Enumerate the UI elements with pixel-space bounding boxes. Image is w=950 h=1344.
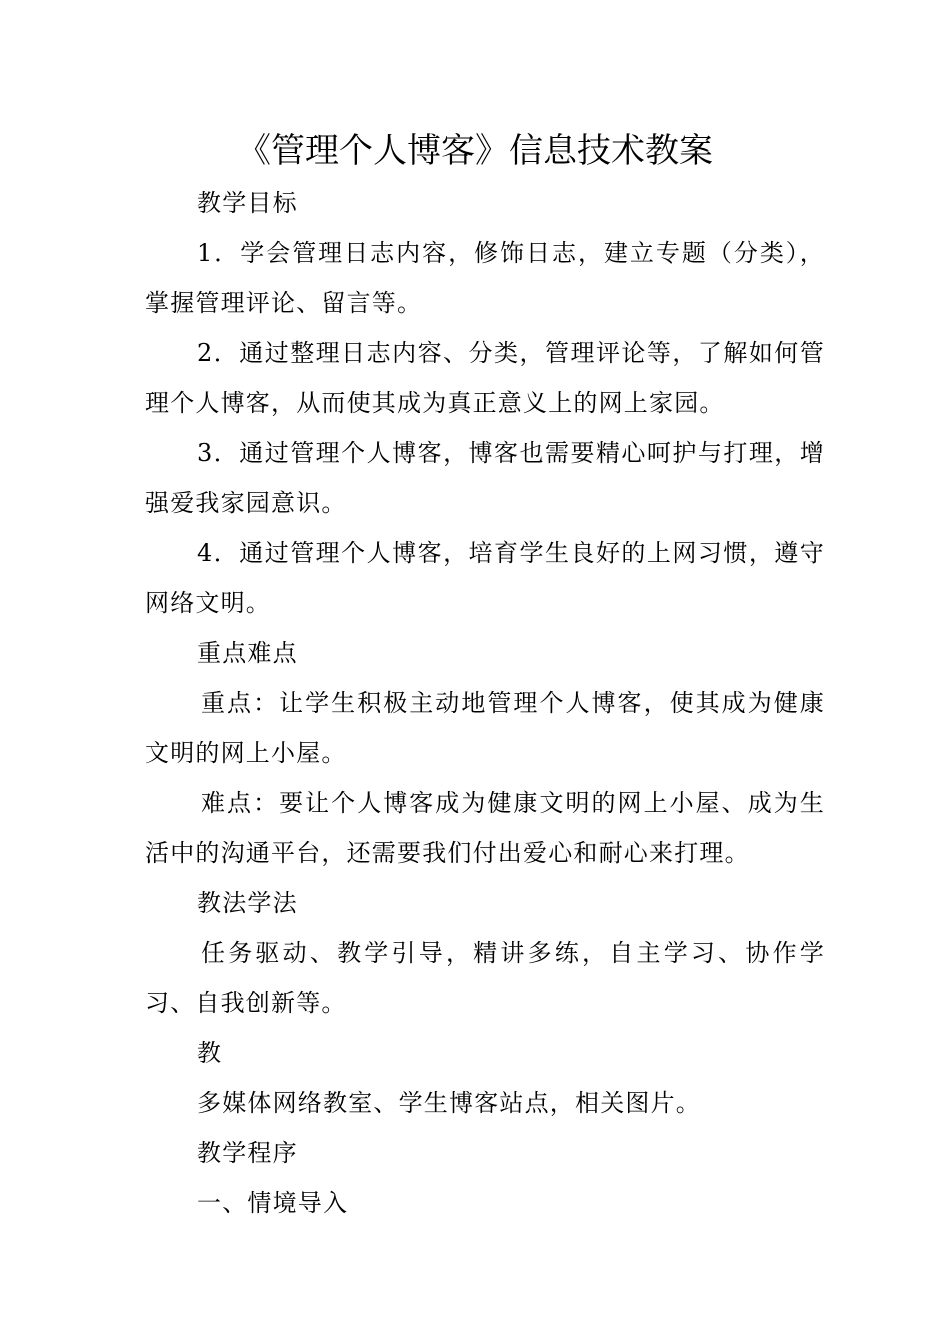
heading-teaching-methods: 教法学法 <box>197 889 298 917</box>
document-body <box>145 178 825 1228</box>
heading-teaching-aids: 教 <box>197 1039 223 1067</box>
goal-item-1: 1．学会管理日志内容，修饰日志，建立专题（分类），掌握管理评论、留言等。 <box>145 239 825 317</box>
goal-item-2: 2．通过整理日志内容、分类，管理评论等，了解如何管理个人博客，从而使其成为真正意义上的网上家园。 <box>145 339 825 417</box>
goal-item-4: 4．通过管理个人博客，培育学生良好的上网习惯，遵守网络文明。 <box>145 539 825 617</box>
document-title: 《管理个人博客》信息技术教案 <box>237 131 713 171</box>
heading-teaching-procedure: 教学程序 <box>197 1139 298 1167</box>
key-point-paragraph: 重点：让学生积极主动地管理个人博客，使其成为健康文明的网上小屋。 <box>145 689 825 767</box>
goal-item-3: 3．通过管理个人博客，博客也需要精心呵护与打理，增强爱我家园意识。 <box>145 439 825 517</box>
heading-key-difficult: 重点难点 <box>197 639 298 667</box>
procedure-step-1: 一、情境导入 <box>197 1189 349 1217</box>
heading-teaching-goals: 教学目标 <box>197 189 298 217</box>
methods-paragraph: 任务驱动、教学引导，精讲多练，自主学习、协作学习、自我创新等。 <box>145 939 825 1017</box>
resources-paragraph: 多媒体网络教室、学生博客站点，相关图片。 <box>197 1089 701 1117</box>
difficult-point-paragraph: 难点：要让个人博客成为健康文明的网上小屋、成为生活中的沟通平台，还需要我们付出爱心和耐心来打理。 <box>145 789 825 867</box>
